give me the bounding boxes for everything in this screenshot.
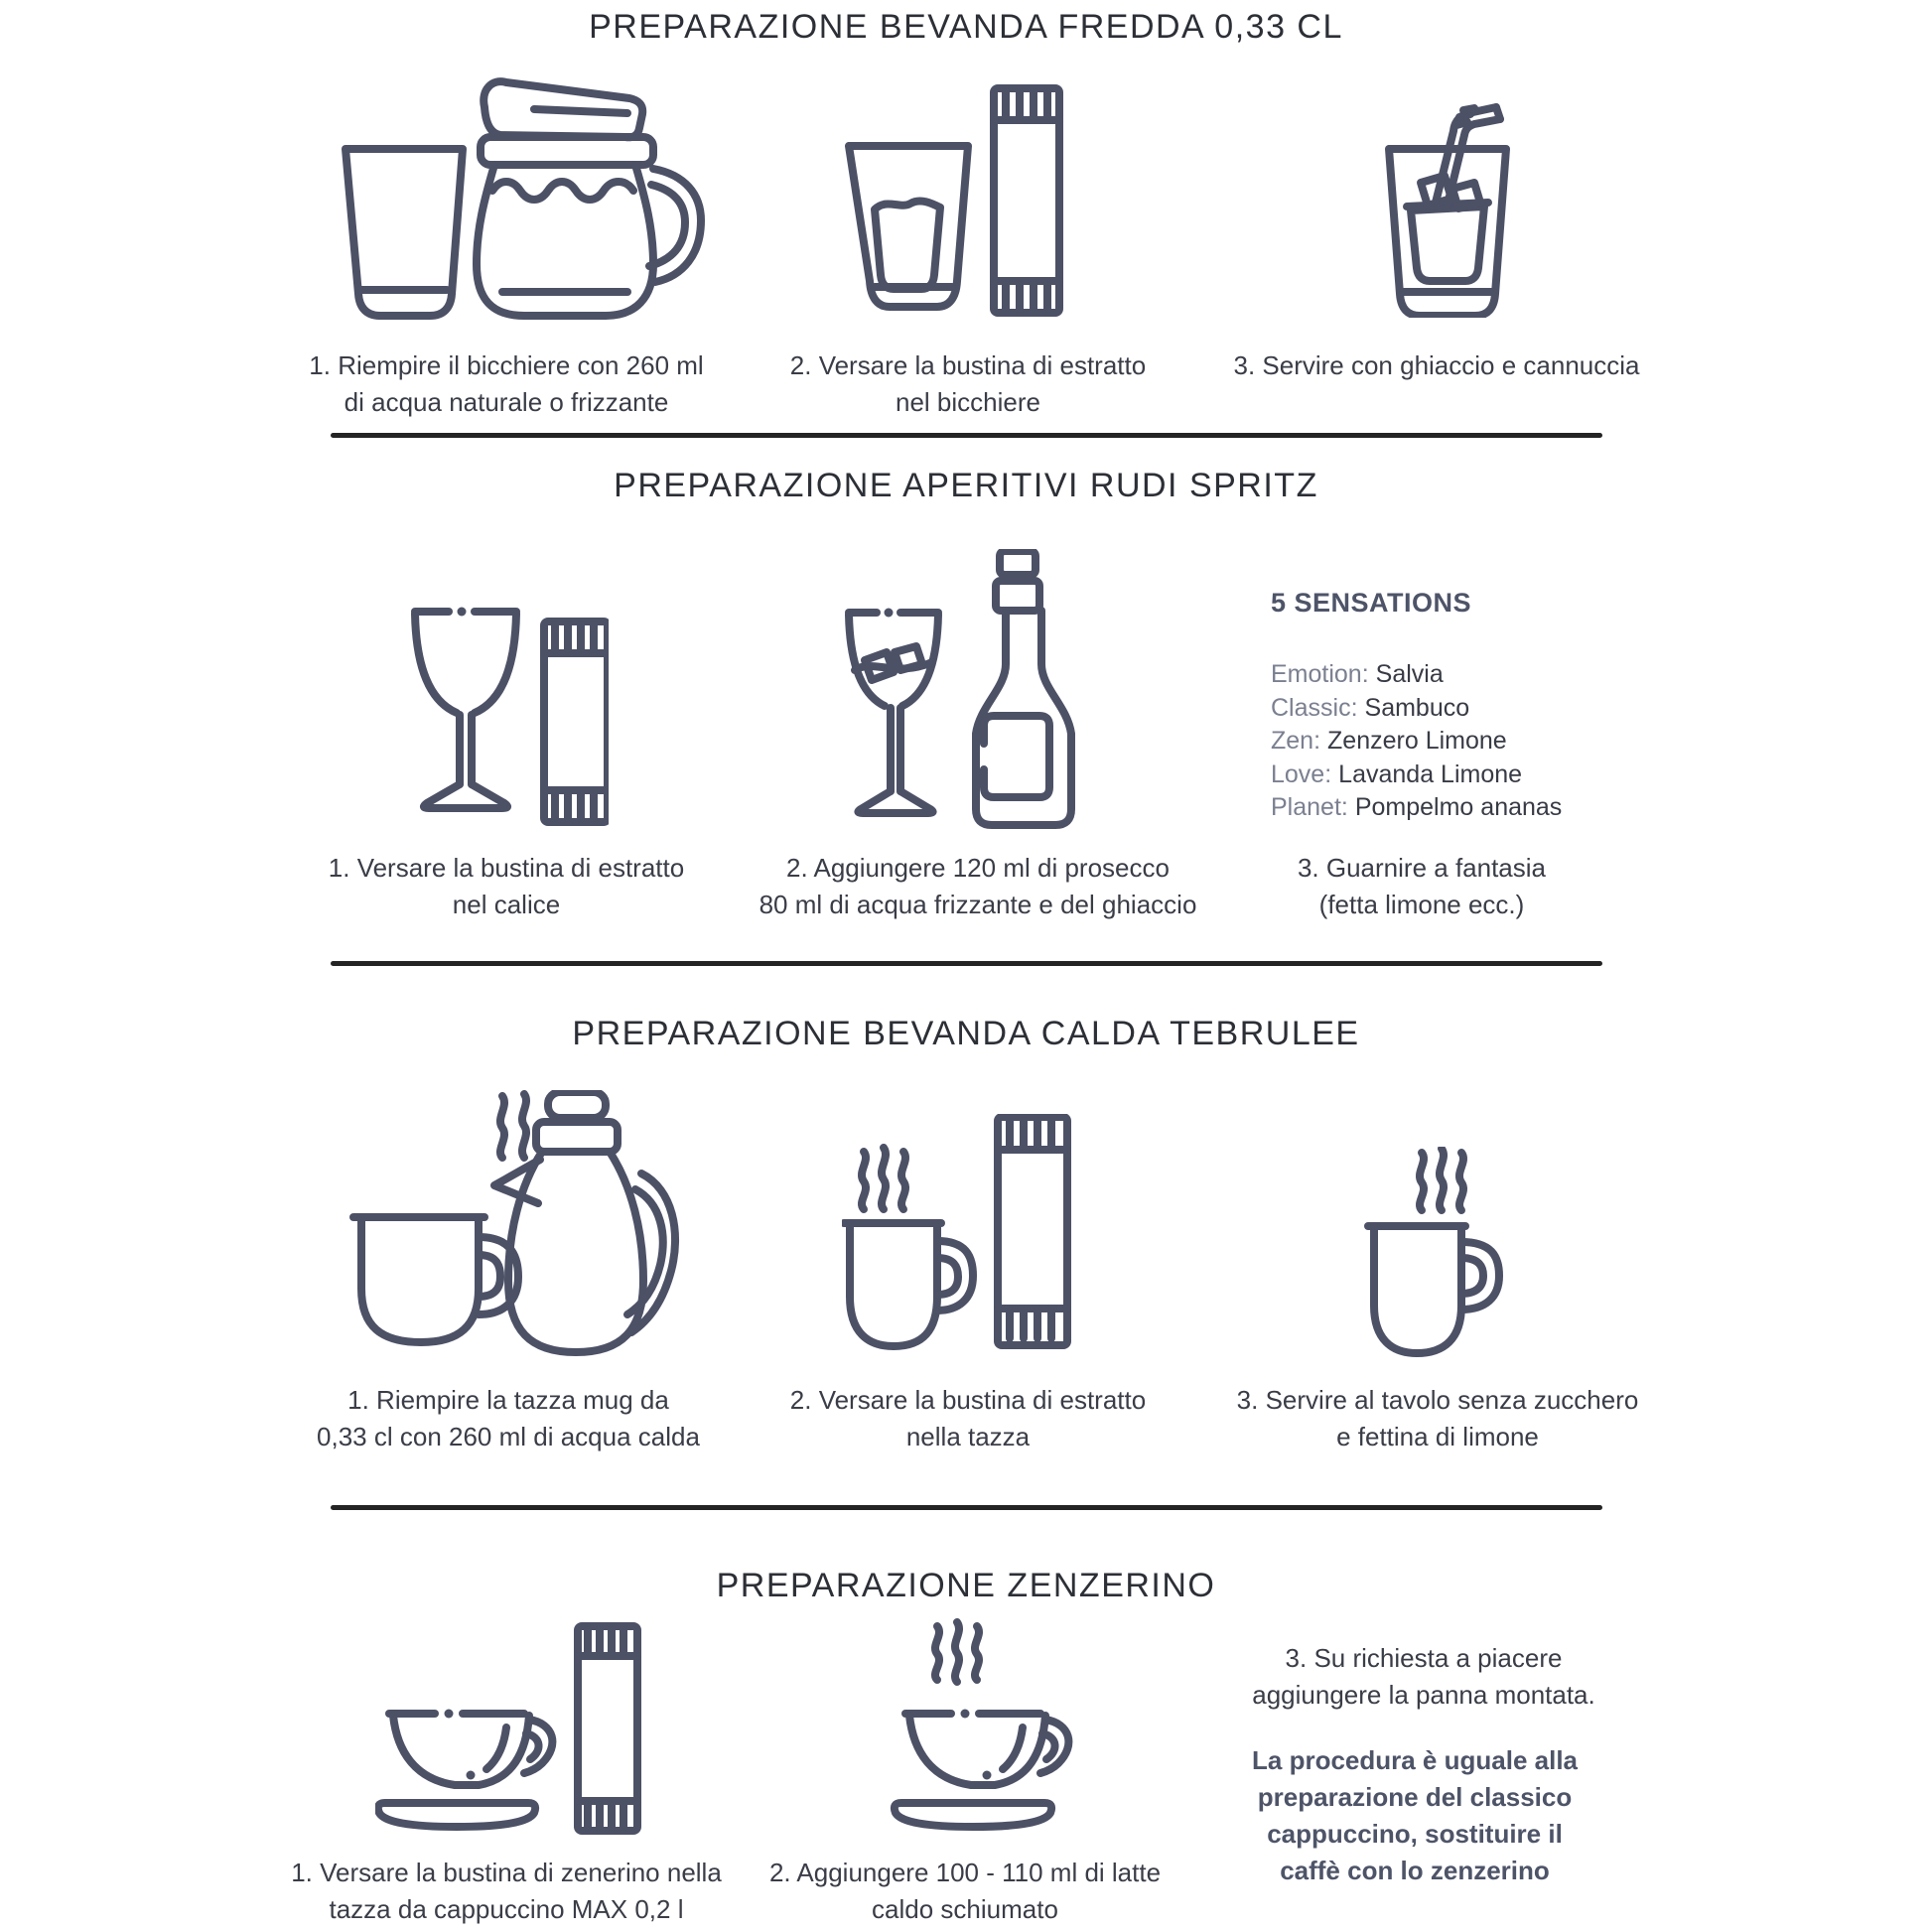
steaming-mug-and-sachet-icon — [842, 1114, 1072, 1365]
cappuccino-cup-and-sachet-icon — [375, 1620, 641, 1842]
step-caption: 1. Versare la bustina di estratto nel calice — [328, 853, 685, 919]
step-caption: 2. Aggiungere 100 - 110 ml di latte caldo schiumato — [768, 1858, 1162, 1924]
wine-glass-ice-and-bottle-icon — [845, 549, 1085, 844]
step-caption: 2. Aggiungere 120 ml di prosecco 80 ml di acqua frizzante e del ghiaccio — [759, 853, 1197, 919]
procedure-note: La procedura è uguale alla preparazione del classico cappuccino, sostituire il caffè con lo zenzerino — [1252, 1745, 1578, 1885]
steaming-mug-icon — [1362, 1147, 1527, 1366]
glass-and-sachet-icon — [845, 84, 1065, 326]
step-caption: 1. Riempire il bicchiere con 260 ml di acqua naturale o frizzante — [309, 350, 704, 417]
list-item: Love: Lavanda Limone — [1271, 759, 1523, 788]
section-title-bevanda-fredda: PREPARAZIONE BEVANDA FREDDA 0,33 CL — [589, 8, 1343, 46]
section-divider — [331, 1505, 1602, 1510]
mug-and-thermos-icon — [338, 1090, 703, 1365]
step-caption: 1. Versare la bustina di zenerino nella tazza da cappuccino MAX 0,2 l — [291, 1858, 722, 1924]
list-item: Planet: Pompelmo ananas — [1271, 793, 1563, 821]
section-title-zenzerino: PREPARAZIONE ZENZERINO — [716, 1567, 1216, 1604]
steaming-cappuccino-cup-icon — [866, 1618, 1089, 1840]
step-caption: 3. Guarnire a fantasia (fetta limone ecc.) — [1297, 853, 1547, 919]
list-item: Emotion: Salvia — [1271, 660, 1444, 688]
sensations-list — [1271, 658, 1628, 825]
step-caption: 3. Servire con ghiaccio e cannuccia — [1233, 350, 1640, 380]
step-caption: 1. Riempire la tazza mug da 0,33 cl con 260 ml di acqua calda — [317, 1385, 700, 1451]
section-divider — [331, 433, 1602, 438]
list-item: Classic: Sambuco — [1271, 693, 1470, 722]
list-item: Zen: Zenzero Limone — [1271, 727, 1507, 755]
glass-ice-straw-icon — [1365, 79, 1524, 323]
step-caption: 3. Su richiesta a piacere aggiungere la panna montata. — [1252, 1643, 1595, 1710]
sensations-panel — [1271, 588, 1628, 825]
step-caption: 2. Versare la bustina di estratto nella tazza — [789, 1385, 1147, 1451]
sensations-heading: 5 SENSATIONS — [1271, 588, 1472, 618]
step-caption: 2. Versare la bustina di estratto nel bicchiere — [789, 350, 1147, 417]
section-title-bevanda-calda: PREPARAZIONE BEVANDA CALDA TEBRULEE — [572, 1015, 1360, 1052]
section-divider — [331, 961, 1602, 966]
glass-and-pitcher-icon — [336, 71, 705, 325]
wine-glass-and-sachet-icon — [405, 606, 609, 841]
step-caption: 3. Servire al tavolo senza zucchero e fettina di limone — [1236, 1385, 1639, 1451]
section-title-rudi-spritz: PREPARAZIONE APERITIVI RUDI SPRITZ — [614, 467, 1318, 504]
